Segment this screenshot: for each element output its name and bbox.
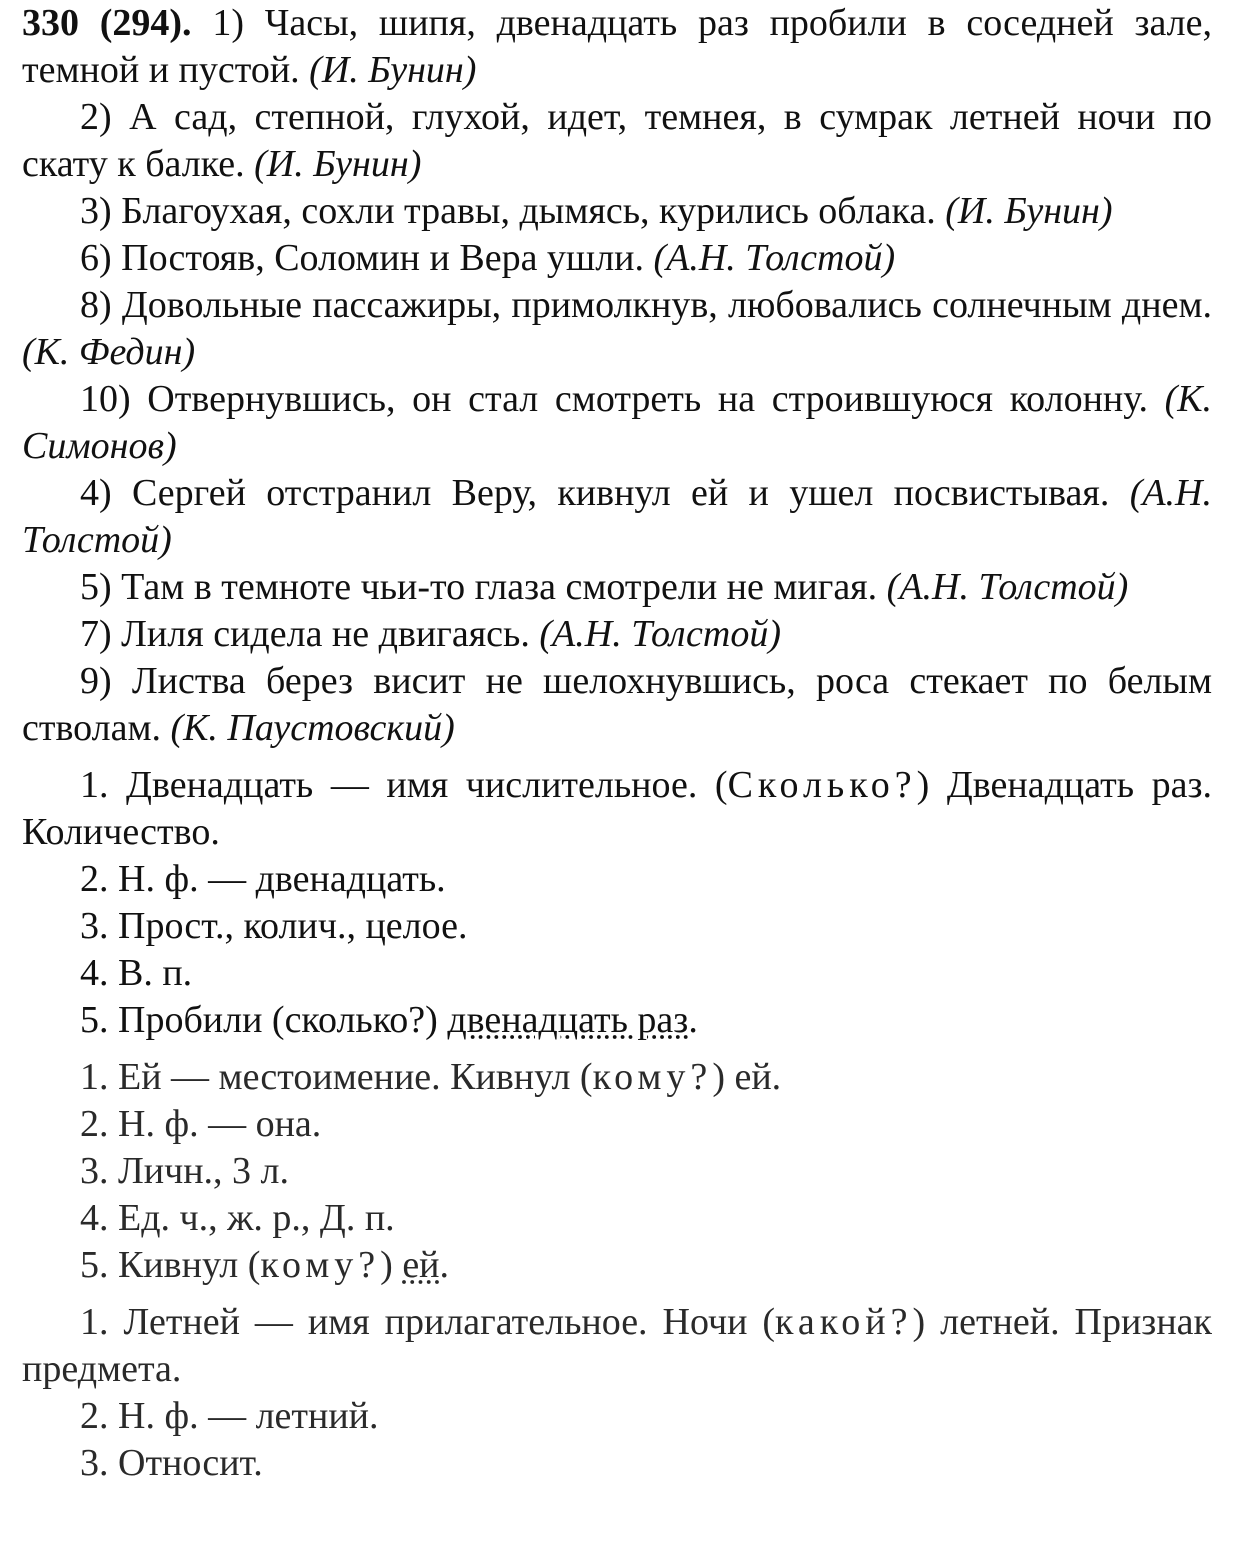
analysis-adjective-line-1 [22, 1299, 1212, 1393]
analysis-adjective-line-3: 3. Относит. [80, 1442, 263, 1484]
analysis-text: 5. Кивнул ( [80, 1244, 261, 1286]
analysis-pronoun-line-2: 2. Н. ф. — она. [80, 1103, 322, 1145]
sentence-author: (А.Н. Толстой) [653, 237, 896, 279]
sentence-author: (И. Бунин) [309, 49, 477, 91]
analysis-text: ) [380, 1244, 403, 1286]
sentence-5 [22, 564, 1212, 611]
sentence-text: 4) Сергей отстранил Веру, кивнул ей и ушел посвистывая. [80, 472, 1110, 514]
section-gap [22, 752, 1212, 762]
sentence-9 [22, 658, 1212, 752]
analysis-numeral-line-5 [22, 997, 1212, 1044]
sentence-2 [22, 94, 1212, 188]
analysis-text: 1. Двенадцать — имя числительное. ( [80, 764, 728, 806]
sentence-author: (К. Федин) [22, 331, 196, 373]
underlined-phrase: ей [402, 1244, 440, 1286]
sentence-6 [22, 235, 1212, 282]
exercise-number: 330 (294). [22, 2, 192, 44]
analysis-question: кому? [592, 1056, 713, 1098]
sentence-text: 9) Листва берез висит не шелохнувшись, роса стекает по белым стволам. [22, 660, 1212, 749]
analysis-text: ) ей. [712, 1056, 782, 1098]
analysis-pronoun-line-3: 3. Личн., 3 л. [80, 1150, 290, 1192]
analysis-numeral-line-2: 2. Н. ф. — двенадцать. [80, 858, 446, 900]
sentence-7 [22, 611, 1212, 658]
analysis-adjective-line-2: 2. Н. ф. — летний. [80, 1395, 379, 1437]
sentence-text: 6) Постояв, Соломин и Вера ушли. [80, 237, 644, 279]
analysis-question: кому? [260, 1244, 381, 1286]
sentence-1 [22, 0, 1212, 94]
sentence-4 [22, 470, 1212, 564]
underlined-phrase: двенадцать раз [447, 999, 689, 1041]
sentence-author: (И. Бунин) [945, 190, 1113, 232]
sentence-author: (А.Н. Толстой) [539, 613, 782, 655]
section-gap [22, 1044, 1212, 1054]
analysis-text: 1. Летней — имя прилагательное. Ночи ( [80, 1301, 776, 1343]
analysis-numeral-line-1 [22, 762, 1212, 856]
sentence-text: 10) Отвернувшись, он стал смотреть на строившуюся колонну. [80, 378, 1148, 420]
section-gap [22, 1289, 1212, 1299]
sentence-author: (А.Н. Толстой) [886, 566, 1129, 608]
sentence-text: 1) Часы, шипя, двенадцать раз пробили в соседней зале, темной и пустой. [22, 2, 1212, 91]
sentence-text: 8) Довольные пассажиры, примолкнув, любовались солнечным днем. [80, 284, 1212, 326]
sentence-author: (К. Паустовский) [170, 707, 455, 749]
sentence-text: 2) А сад, степной, глухой, идет, темнея, в сумрак летней ночи по скату к балке. [22, 96, 1212, 185]
analysis-text: . [688, 999, 698, 1041]
analysis-pronoun-line-5 [22, 1242, 1212, 1289]
sentence-author: (А.Н. Толстой) [22, 472, 1212, 561]
analysis-text: . [439, 1244, 450, 1286]
sentence-text: 7) Лиля сидела не двигаясь. [80, 613, 530, 655]
analysis-numeral-line-3: 3. Прост., колич., целое. [80, 905, 468, 947]
analysis-pronoun-line-1 [22, 1054, 1212, 1101]
sentence-3 [22, 188, 1212, 235]
sentence-8 [22, 282, 1212, 376]
sentence-author: (И. Бунин) [254, 143, 422, 185]
sentence-10 [22, 376, 1212, 470]
sentence-text: 5) Там в темноте чьи-то глаза смотрели не мигая. [80, 566, 878, 608]
textbook-page [22, 0, 1212, 1487]
analysis-question: Сколько? [727, 764, 917, 806]
analysis-text: 5. Пробили (сколько?) [80, 999, 448, 1041]
analysis-numeral-line-4: 4. В. п. [80, 952, 193, 994]
analysis-pronoun-line-4: 4. Ед. ч., ж. р., Д. п. [80, 1197, 395, 1239]
analysis-text: ) летней. Признак предмета. [22, 1301, 1212, 1390]
analysis-text: ) Двенадцать раз. Количество. [22, 764, 1212, 853]
sentence-author: (К. Симонов) [22, 378, 1212, 467]
analysis-text: 1. Ей — местоимение. Кивнул ( [80, 1056, 593, 1098]
sentence-text: 3) Благоухая, сохли травы, дымясь, курились облака. [80, 190, 936, 232]
analysis-question: какой? [775, 1301, 913, 1343]
